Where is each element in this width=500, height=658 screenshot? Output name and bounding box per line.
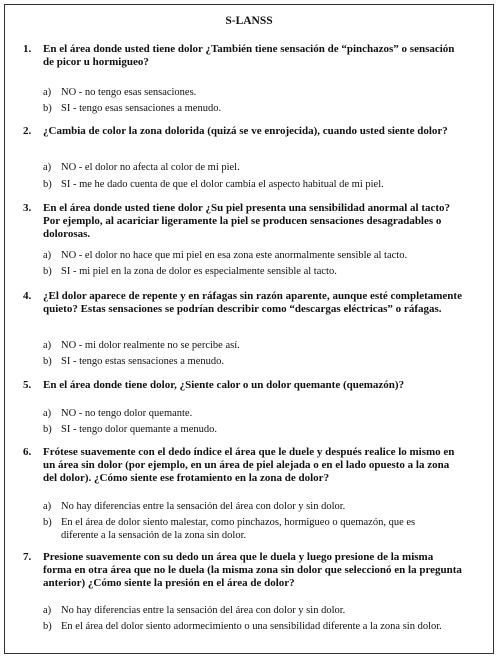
question-7-option-a: [43, 604, 455, 617]
option-letter: a): [43, 87, 52, 98]
option-text: NO - no tengo dolor quemante.: [61, 408, 193, 419]
option-letter: b): [43, 621, 52, 632]
question-2-option-a: [43, 161, 455, 174]
question-6-option-a: [43, 500, 455, 513]
question-text: En el área donde usted tiene dolor ¿También tiene sensación de “pinchazos” o sensación de picor u hormigueo?: [43, 43, 455, 68]
question-2-option-b: [43, 178, 455, 191]
question-1-option-b: [43, 102, 455, 115]
option-letter: b): [43, 424, 52, 435]
option-letter: a): [43, 340, 52, 351]
question-2: [23, 125, 463, 138]
option-letter: a): [43, 605, 52, 616]
option-text: En el área del dolor siento adormecimiento o una sensibilidad diferente a la zona sin dolor.: [61, 621, 442, 632]
question-4-option-a: [43, 339, 455, 352]
option-text: SI - mi piel en la zona de dolor es especialmente sensible al tacto.: [61, 266, 337, 277]
question-number: 6.: [23, 446, 32, 458]
question-4-option-b: [43, 355, 455, 368]
question-1: [23, 43, 463, 69]
question-3-option-a: [43, 249, 455, 262]
question-7-option-b: [43, 620, 455, 633]
option-letter: b): [43, 356, 52, 367]
document-page: [4, 4, 494, 654]
question-text: En el área donde usted tiene dolor ¿Su piel presenta una sensibilidad anormal al tacto? Por ejemplo, al acariciar ligeramente la piel se producen sensaciones desagradables o dolorosas.: [43, 202, 451, 240]
question-number: 5.: [23, 379, 32, 391]
option-letter: a): [43, 408, 52, 419]
question-5-option-b: [43, 423, 455, 436]
option-letter: a): [43, 162, 52, 173]
option-letter: b): [43, 103, 52, 114]
option-letter: a): [43, 501, 52, 512]
question-3-option-b: [43, 265, 455, 278]
option-letter: a): [43, 250, 52, 261]
option-text: No hay diferencias entre la sensación del área con dolor y sin dolor.: [61, 501, 346, 512]
question-number: 7.: [23, 551, 32, 563]
option-text: NO - el dolor no afecta al color de mi piel.: [61, 162, 240, 173]
option-text: No hay diferencias entre la sensación del área con dolor y sin dolor.: [61, 605, 346, 616]
document-title: S-LANSS: [225, 15, 273, 27]
option-text: NO - el dolor no hace que mi piel en esa zona este anormalmente sensible al tacto.: [61, 250, 408, 261]
question-4: [23, 290, 463, 316]
question-1-option-a: [43, 86, 455, 99]
question-3: [23, 202, 463, 241]
option-text: En el área de dolor siento malestar, como pinchazos, hormigueo o quemazón, que es diferente a la sensación de la zona sin dolor.: [61, 517, 416, 541]
option-text: SI - me he dado cuenta de que el dolor cambia el aspecto habitual de mi piel.: [61, 179, 384, 190]
question-7: [23, 551, 463, 590]
question-5: [23, 379, 463, 392]
option-text: SI - tengo dolor quemante a menudo.: [61, 424, 218, 435]
option-letter: b): [43, 179, 52, 190]
question-number: 2.: [23, 125, 32, 137]
question-number: 1.: [23, 43, 32, 55]
question-6-option-b: [43, 516, 455, 542]
question-text: Presione suavemente con su dedo un área que le duela y luego presione de la misma forma en otra área que no le duela (la misma zona sin dolor que seleccionó en la pregunta anterior) ¿Cómo siente la presión en el área de dolor?: [43, 551, 462, 589]
option-text: NO - mi dolor realmente no se percibe así.: [61, 340, 240, 351]
question-number: 4.: [23, 290, 32, 302]
question-number: 3.: [23, 202, 32, 214]
option-text: SI - tengo esas sensaciones a menudo.: [61, 103, 222, 114]
option-text: SI - tengo estas sensaciones a menudo.: [61, 356, 225, 367]
option-letter: b): [43, 517, 52, 528]
question-text: En el área donde tiene dolor, ¿Siente calor o un dolor quemante (quemazón)?: [43, 379, 405, 391]
question-text: ¿Cambia de color la zona dolorida (quizá se ve enrojecida), cuando usted siente dolor?: [43, 125, 448, 137]
question-text: ¿El dolor aparece de repente y en ráfagas sin razón aparente, aunque esté completamente quieto? Estas sensaciones se podrían describir como “descargas eléctricas” o ráfagas.: [43, 290, 462, 315]
question-6: [23, 446, 463, 485]
question-5-option-a: [43, 407, 455, 420]
question-text: Frótese suavemente con el dedo índice el área que le duele y después realice lo mismo en un área sin dolor (por ejemplo, en un área de piel alejada o en el lado opuesto a la zona del dolor). ¿Cómo siente ese frotamiento en la zona de dolor?: [43, 446, 455, 484]
option-text: NO - no tengo esas sensaciones.: [61, 87, 197, 98]
option-letter: b): [43, 266, 52, 277]
